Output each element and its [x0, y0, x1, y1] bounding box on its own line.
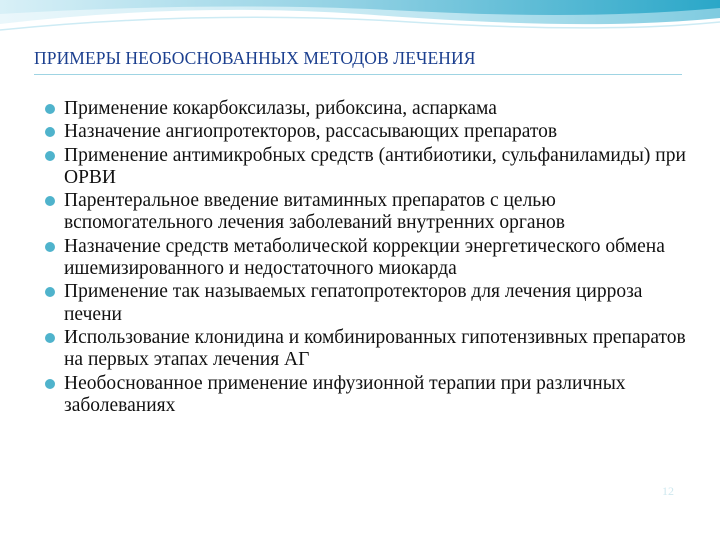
bullet-dot-icon — [45, 333, 55, 343]
list-item-text: Использование клонидина и комбинированных гипотензивных препаратов на первых этапах лечения АГ — [64, 326, 686, 371]
bullet-dot-icon — [45, 196, 55, 206]
bullet-dot-icon — [45, 151, 55, 161]
bullet-dot-icon — [45, 104, 55, 114]
list-item-text: Назначение ангиопротекторов, рассасывающих препаратов — [64, 121, 558, 143]
bullet-dot-icon — [45, 242, 55, 252]
bullet-dot-icon — [45, 287, 55, 297]
list-item-text: Необоснованное применение инфузионной терапии при различных заболеваниях — [64, 372, 626, 416]
slide-title: ПРИМЕРЫ НЕОБОСНОВАННЫХ МЕТОДОВ ЛЕЧЕНИЯ — [34, 48, 476, 68]
list-item-text: Назначение средств метаболической коррекции энергетического обмена ишемизированного и недостаточного миокарда — [64, 235, 665, 280]
page-number: 12 — [662, 484, 674, 498]
bullet-dot-icon — [45, 127, 55, 137]
list-item — [44, 121, 704, 143]
list-item-text: Применение антимикробных средств (антибиотики, сульфаниламиды) при ОРВИ — [64, 144, 686, 188]
list-item — [44, 98, 704, 120]
list-item-text: Применение кокарбоксилазы, рибоксина, аспаркама — [64, 98, 497, 119]
list-item — [44, 145, 704, 190]
title-divider — [34, 74, 682, 75]
list-item-text: Парентеральное введение витаминных препаратов с целью вспомогательного лечения заболеваний внутренних органов — [64, 190, 565, 234]
list-item — [44, 373, 704, 418]
list-item — [44, 281, 704, 326]
list-item — [44, 236, 704, 281]
bullet-dot-icon — [45, 379, 55, 389]
list-item-text: Применение так называемых гепатопротекторов для лечения цирроза печени — [64, 281, 643, 325]
list-item — [44, 327, 704, 372]
bullet-list — [44, 98, 704, 418]
list-item — [44, 190, 704, 235]
